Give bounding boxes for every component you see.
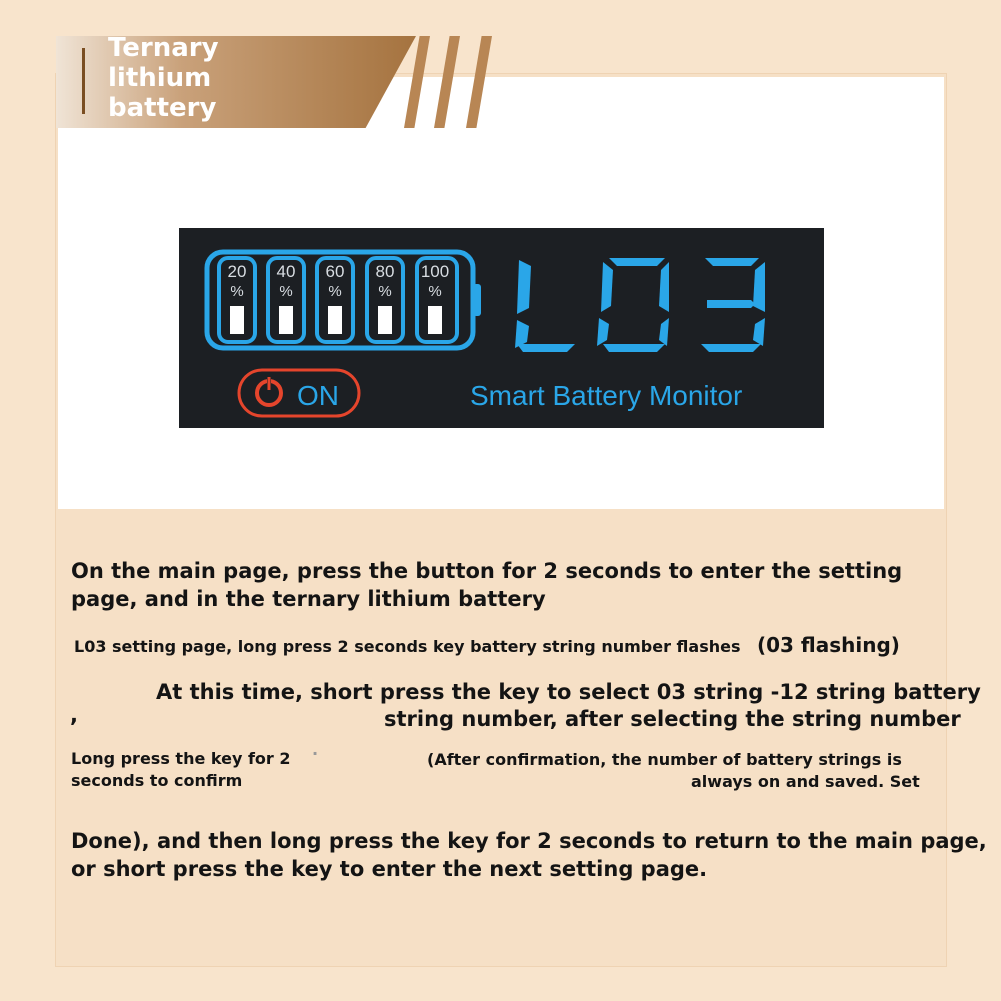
battery-monitor-display <box>179 228 824 428</box>
level-label: 80 <box>375 262 395 281</box>
battery-terminal-icon <box>473 284 481 316</box>
instruction-line: At this time, short press the key to select 03 string -12 string battery <box>156 680 981 704</box>
instruction-line: string number, after selecting the string number <box>384 707 961 731</box>
percent-sign: % <box>230 283 244 300</box>
level-bar <box>428 306 442 334</box>
instruction-line: Long press the key for 2 <box>71 749 291 768</box>
banner-title <box>108 33 348 123</box>
percent-sign: % <box>378 283 392 300</box>
punctuation: , <box>70 703 78 727</box>
banner-title-line: Ternary <box>108 33 219 63</box>
brand-label: Smart Battery Monitor <box>470 380 743 411</box>
level-bar <box>230 306 244 334</box>
level-label: 60 <box>325 262 345 281</box>
instruction-line: (After confirmation, the number of battery strings is <box>427 750 902 769</box>
level-bar <box>328 306 342 334</box>
percent-sign: % <box>279 283 293 300</box>
power-label: ON <box>297 380 339 411</box>
percent-sign: % <box>328 283 342 300</box>
level-bar <box>279 306 293 334</box>
instruction-line: L03 setting page, long press 2 seconds key battery string number flashes <box>74 637 741 656</box>
banner-title-line: battery <box>108 93 217 123</box>
instruction-line: On the main page, press the button for 2 seconds to enter the setting <box>71 559 903 583</box>
instruction-line: seconds to confirm <box>71 771 243 790</box>
instruction-line: Done), and then long press the key for 2 seconds to return to the main page, <box>71 829 987 853</box>
display-graphic <box>179 228 824 428</box>
level-label: 40 <box>276 262 296 281</box>
segment-digits <box>515 258 765 352</box>
instruction-line: or short press the key to enter the next setting page. <box>71 857 708 881</box>
instruction-line: always on and saved. Set <box>691 772 920 791</box>
instruction-note: (03 flashing) <box>757 633 900 657</box>
banner-title-line: lithium <box>108 63 212 93</box>
instruction-line: page, and in the ternary lithium battery <box>71 587 546 611</box>
level-label: 100 <box>420 262 450 281</box>
level-bar <box>378 306 392 334</box>
banner-divider <box>82 48 85 114</box>
level-label: 20 <box>227 262 247 281</box>
punctuation: · <box>312 744 319 763</box>
percent-sign: % <box>428 283 442 300</box>
